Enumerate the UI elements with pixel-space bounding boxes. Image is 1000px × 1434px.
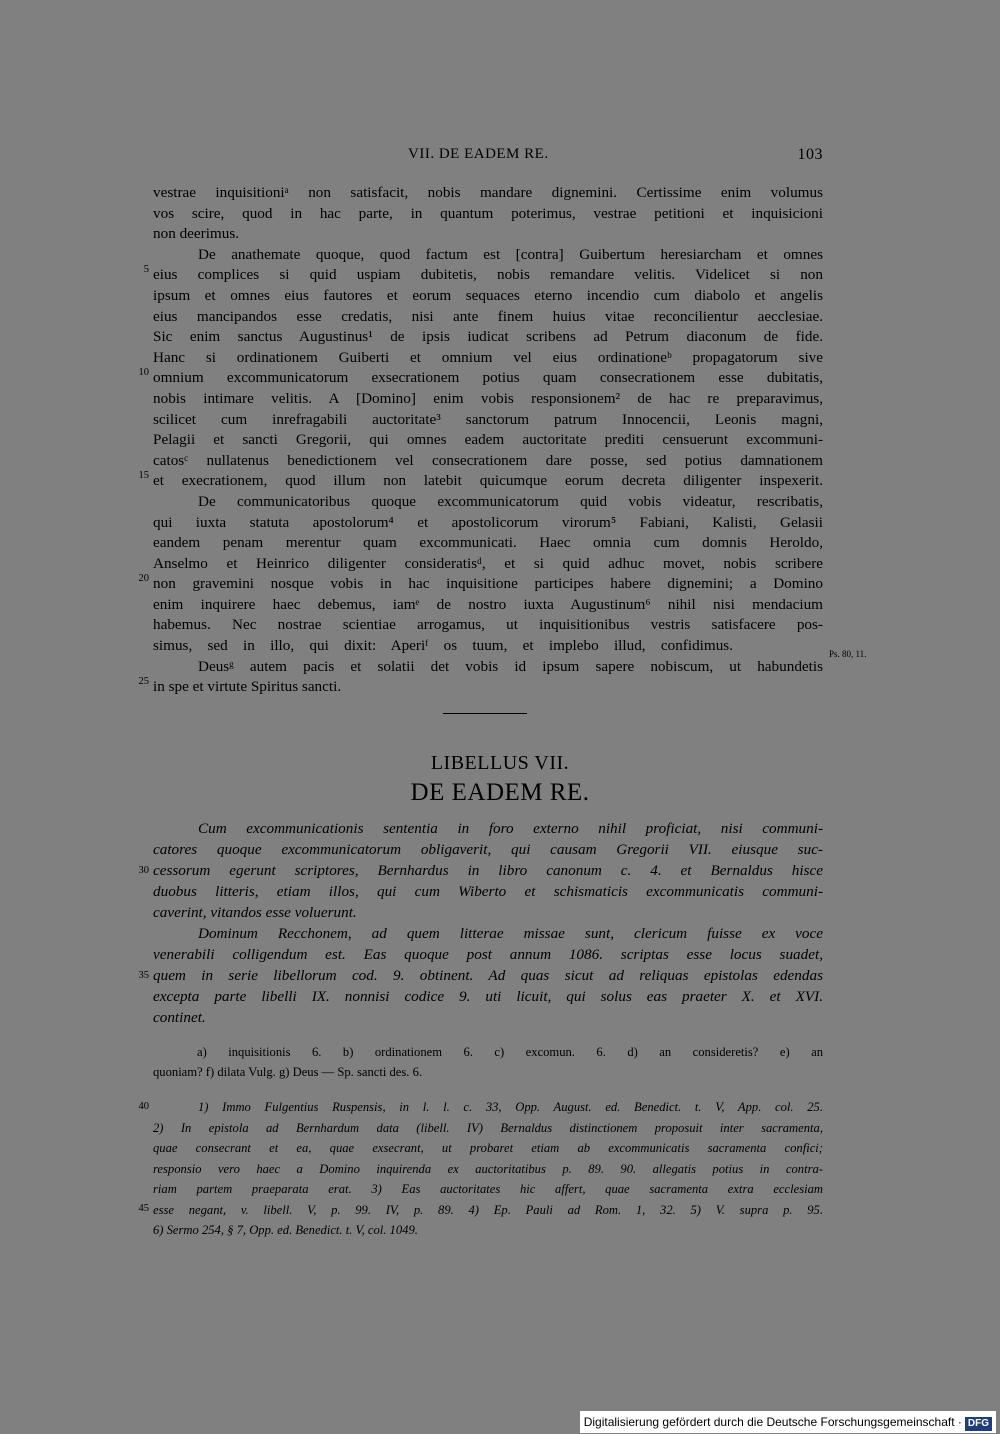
text-line: in spe et virtute Spiritus sancti. (153, 678, 342, 696)
line-number: 35 (138, 970, 149, 981)
text-line: et execrationem, quod illum non latebit quicumque eorum decreta diligenter inspexerit. (153, 472, 823, 490)
section-divider (443, 713, 527, 714)
text-line: scilicet cum inrefragabili auctoritate³ sanctorum patrum Innocencii, Leonis magni, (153, 410, 823, 428)
text-line: ipsum et omnes eius fautores et eorum sequaces eterno incendio cum diabolo et angelis (153, 286, 823, 304)
footnote-line: 2) In epistola ad Bernhardum data (libell. IV) Bernaldus distinctionem proposuit inter sacramenta, (153, 1120, 823, 1135)
section-subheading: DE EADEM RE. (410, 779, 590, 806)
footnote-line: 1) Immo Fulgentius Ruspensis, in l. l. c. 33, Opp. August. ed. Benedict. t. V, App. col. 25. (198, 1100, 823, 1114)
section-heading: LIBELLUS VII. (430, 752, 570, 774)
intro-line: quem in serie libellorum cod. 9. obtinent. Ad quas sicut ad reliquas epistolas edendas (153, 967, 823, 984)
intro-line: catores quoque excommunicatorum obligaverit, qui causam Gregorii VII. eiusque suc- (153, 841, 823, 858)
text-line: Pelagii et sancti Gregorii, qui omnes eadem auctoritate prediti censuerunt excommuni- (153, 431, 823, 449)
footnote-line: riam partem praeparata erat. 3) Eas auctoritates hic affert, quae sacramenta extra ecclesiam (153, 1182, 823, 1196)
text-line: De communicatoribus quoque excommunicatorum quid vobis videatur, rescribatis, (198, 492, 823, 510)
footnote-line: responsio vero haec a Domino inquirenda ex auctoritatibus p. 89. 90. allegatis potius in contra- (153, 1161, 823, 1176)
line-number: 5 (143, 264, 149, 275)
footnote-line: quae consecrant et ea, quae exsecrant, ut probaret etiam ab excommunicatis sacramenta confici; (153, 1141, 823, 1155)
text-line: qui iuxta statuta apostolorum⁴ et apostolicorum virorum⁵ Fabiani, Kalisti, Gelasii (153, 513, 823, 531)
line-number: 20 (138, 573, 149, 584)
running-title: VII. DE EADEM RE. (408, 146, 549, 162)
footnote-line: esse negant, v. libell. V, p. 99. IV, p. 89. 4) Ep. Pauli ad Rom. 1, 32. 5) V. supra p. 95. (153, 1202, 823, 1217)
text-line: eius complices si quid uspiam dubitetis, nobis remandare velitis. Videlicet si non (153, 266, 823, 284)
text-line: enim inquirere haec debemus, iamᵉ de nostro iuxta Augustinum⁶ nihil nisi mendacium (153, 595, 823, 613)
text-line: non deerimus. (153, 225, 240, 243)
apparatus-line: quoniam? f) dilata Vulg. g) Deus — Sp. sancti des. 6. (153, 1065, 423, 1079)
text-line: vos scire, quod in hac parte, in quantum poterimus, vestrae petitioni et inquisicioni (153, 204, 823, 222)
text-line: eandem penam merentur quam excommunicati. Haec omnia cum domnis Heroldo, (153, 534, 823, 552)
critical-apparatus (153, 1042, 823, 1082)
text-line: De anathemate quoque, quod factum est [contra] Guibertum heresiarcham et omnes (198, 245, 823, 263)
line-number: 25 (138, 676, 149, 687)
intro-line: excepta parte libelli IX. nonnisi codice 9. uti licuit, qui solus eas praeter X. et XVI. (153, 988, 823, 1005)
text-line: non gravemini nosque vobis in hac inquisitione participes habere dignemini; a Domino (153, 575, 823, 593)
intro-line: duobus litteris, etiam illos, qui cum Wiberto et schismaticis excommunicatis communi- (153, 883, 823, 900)
dfg-logo: DFG (965, 1417, 992, 1431)
credit-text: Digitalisierung gefördert durch die Deutsche Forschungsgemeinschaft · (583, 1415, 962, 1429)
text-line: Anselmo et Heinrico diligenter consideratisᵈ, et si quid adhuc movet, nobis scribere (153, 554, 823, 572)
intro-line: caverint, vitandos esse voluerunt. (153, 904, 357, 921)
line-number: 40 (138, 1101, 149, 1112)
apparatus-line: a) inquisitionis 6. b) ordinationem 6. c) excomun. 6. d) an consideretis? e) an (197, 1045, 823, 1059)
text-line: nobis intimare velitis. A [Domino] enim vobis responsionem² de hac re preparavimus, (153, 389, 823, 407)
intro-line: venerabili colligendum est. Eas quoque post annum 1086. scriptas esse locus suadet, (153, 946, 823, 963)
footnote-line: 6) Sermo 254, § 7, Opp. ed. Benedict. t. V, col. 1049. (153, 1223, 418, 1237)
line-number: 30 (138, 865, 149, 876)
line-number: 10 (138, 367, 149, 378)
editorial-introduction (138, 818, 823, 1028)
intro-line: Dominum Recchonem, ad quem litterae missae sunt, clericum fuisse ex voce (198, 925, 823, 942)
letter-text (138, 183, 867, 698)
text-line: Hanc si ordinationem Guiberti et omnium vel eius ordinationeᵇ propagatorum sive (153, 348, 823, 366)
margin-reference: Ps. 80, 11. (829, 649, 867, 659)
page-number: 103 (797, 146, 823, 163)
text-line: Sic enim sanctus Augustinus¹ de ipsis iudicat scribens ad Petrum diaconum de fide. (153, 328, 823, 346)
digitization-credit (580, 1411, 996, 1433)
text-line: simus, sed in illo, qui dixit: Aperiᶠ os tuum, et implebo illud, confidimus. (153, 637, 733, 655)
text-line: omnium excommunicatorum exsecrationem potius quam consecrationem esse dubitatis, (153, 369, 823, 387)
intro-line: Cum excommunicationis sententia in foro externo nihil proficiat, nisi communi- (198, 820, 823, 837)
line-number: 45 (138, 1203, 149, 1214)
text-line: catosᶜ nullatenus benedictionem vel consecrationem dare posse, sed potius damnationem (153, 451, 823, 469)
running-header (153, 146, 823, 168)
intro-line: continet. (153, 1009, 206, 1026)
text-line: vestrae inquisitioniᵃ non satisfacit, nobis mandare dignemini. Certissime enim volumus (153, 184, 823, 201)
text-line: Deusᵍ autem pacis et solatii det vobis id ipsum sapere nobiscum, ut habundetis (198, 657, 823, 675)
intro-line: cessorum egerunt scriptores, Bernhardus in libro canonum c. 4. et Bernaldus hisce (153, 862, 823, 879)
text-line: eius mancipandos esse credatis, nisi ante finem huius vitae reconcilientur aecclesiae. (153, 307, 823, 325)
footnotes (138, 1097, 823, 1241)
line-number: 15 (138, 470, 149, 481)
text-line: habemus. Nec nostrae scientiae arrogamus, ut inquisitionibus vestris satisfacere pos- (153, 616, 823, 634)
